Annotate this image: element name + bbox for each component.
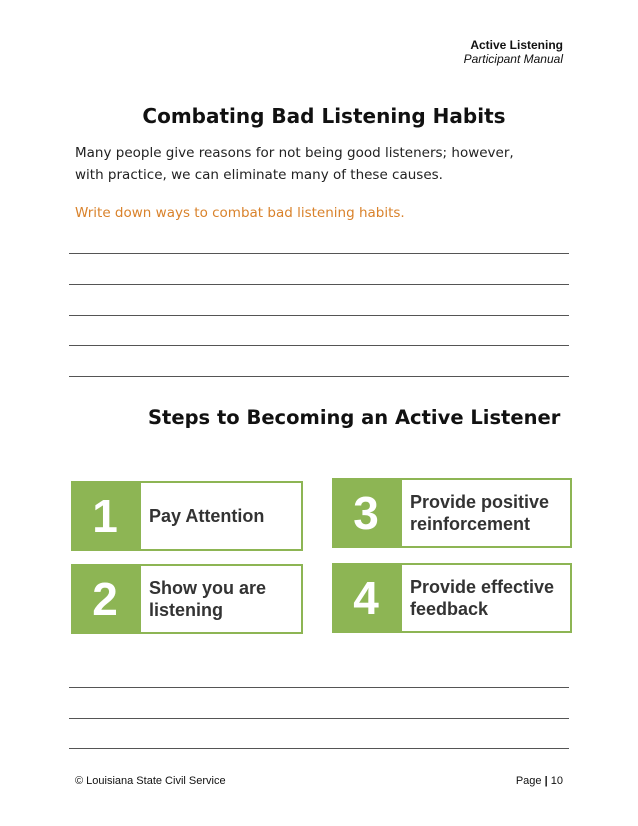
writing-line[interactable] bbox=[69, 748, 569, 749]
writing-line[interactable] bbox=[69, 315, 569, 316]
writing-line[interactable] bbox=[69, 687, 569, 688]
page-number bbox=[516, 775, 563, 787]
page-separator: | bbox=[544, 775, 548, 787]
step-number: 2 bbox=[71, 564, 139, 634]
writing-prompt: Write down ways to combat bad listening habits. bbox=[75, 205, 405, 221]
page-label: Page bbox=[515, 775, 542, 787]
step-label: Pay Attention bbox=[139, 481, 303, 551]
section-title-steps: Steps to Becoming an Active Listener bbox=[148, 406, 561, 429]
writing-line[interactable] bbox=[69, 253, 569, 254]
step-card-3 bbox=[332, 478, 572, 548]
page-header bbox=[464, 38, 563, 66]
document-title: Active Listening bbox=[470, 38, 563, 52]
writing-line[interactable] bbox=[69, 284, 569, 285]
section-title-bad-habits: Combating Bad Listening Habits bbox=[142, 104, 506, 128]
footer-copyright: © Louisiana State Civil Service bbox=[75, 775, 226, 787]
step-label: Show you are listening bbox=[139, 564, 303, 634]
step-label: Provide positive reinforcement bbox=[400, 478, 572, 548]
intro-paragraph: Many people give reasons for not being good listeners; however, with practice, we can eliminate many of these causes. bbox=[75, 145, 514, 183]
document-subtitle: Participant Manual bbox=[463, 52, 563, 66]
step-number: 1 bbox=[71, 481, 139, 551]
step-card-4 bbox=[332, 563, 572, 633]
step-card-2 bbox=[71, 564, 303, 634]
page-number-value: 10 bbox=[550, 775, 563, 787]
writing-line[interactable] bbox=[69, 345, 569, 346]
writing-line[interactable] bbox=[69, 376, 569, 377]
step-number: 4 bbox=[332, 563, 400, 633]
step-label: Provide effective feedback bbox=[400, 563, 572, 633]
writing-line[interactable] bbox=[69, 718, 569, 719]
step-number: 3 bbox=[332, 478, 400, 548]
step-card-1 bbox=[71, 481, 303, 551]
